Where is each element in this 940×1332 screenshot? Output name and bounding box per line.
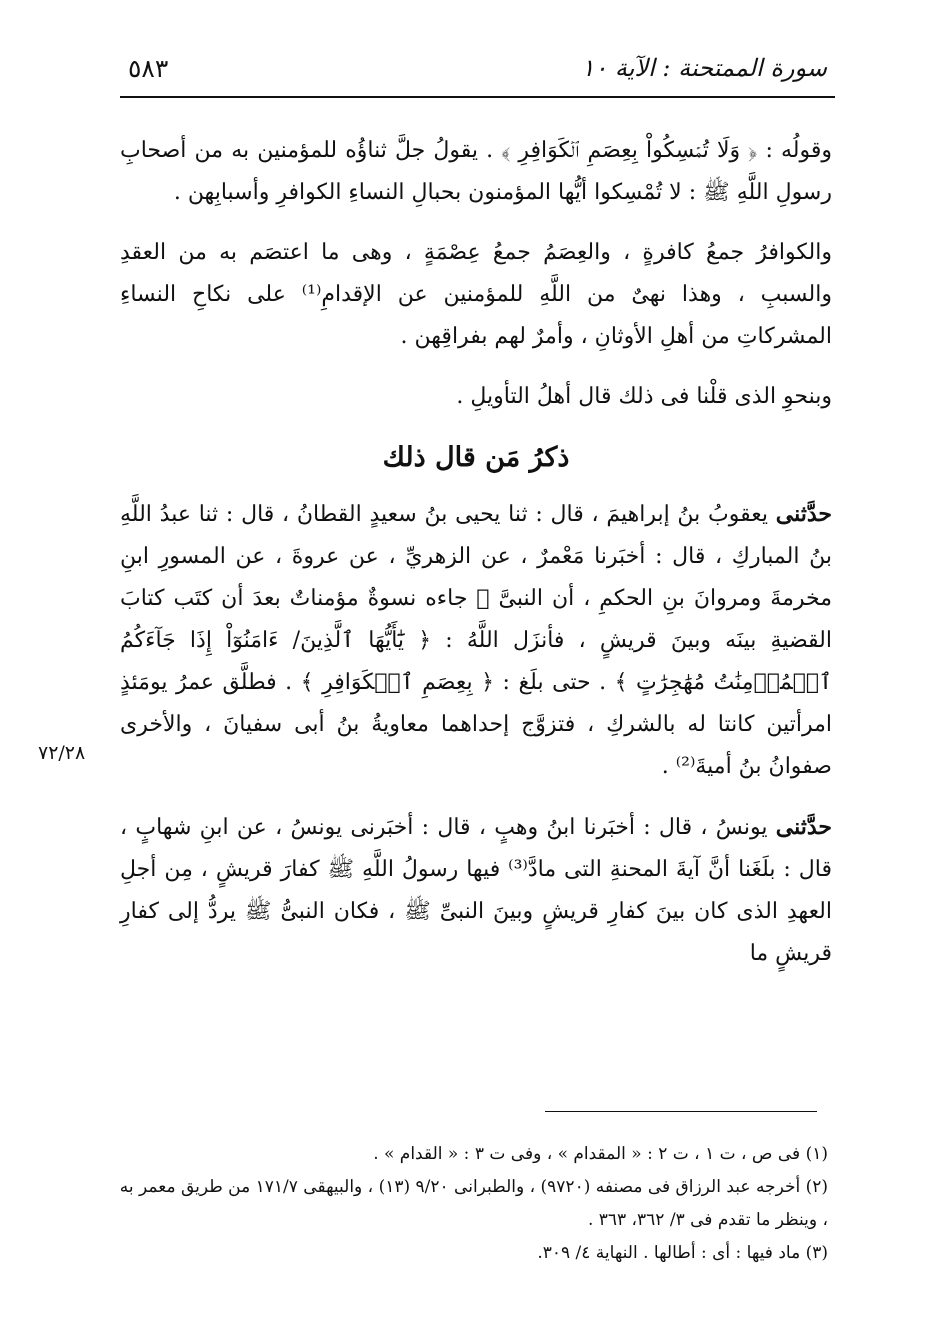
- narration-paragraph: [120, 806, 832, 975]
- paragraph-definition: والكوافرُ جمعُ كافرةٍ ، والعِصَمُ جمعُ عِصْمَةٍ ، وهى ما اعتصَم به من العقدِ والسببِ ، وهذا نهىٌ من اللَّهِ للمؤمنين عن الإقدامِ⁽¹⁾ على نكاحِ النساءِ المشركاتِ من أهلِ الأوثانِ ، وأمرٌ لهم بفراقِهن .: [120, 240, 832, 349]
- page-number: ٥٨٣: [128, 54, 169, 83]
- footnotes: [110, 1138, 828, 1270]
- footnote: (٢) أخرجه عبد الرزاق فى مصنفه (٩٧٢٠) ، والطبرانى ٩/٢٠ (١٣) ، والبيهقى ١٧١/٧ من طريق معمر به ، وينظر ما تقدم فى ٣/ ٣٦٢، ٣٦٣ .: [119, 1177, 828, 1230]
- page-header: [120, 48, 835, 92]
- paragraph-verse-commentary: وقولُه : ﴿ وَلَا تُمۡسِكُواْ بِعِصَمِ ٱلۡكَوَافِرِ ﴾ . يقولُ جلَّ ثناؤُه للمؤمنين به من أصحابِ رسولِ اللَّهِ ﷺ : لا تُمْسِكوا أيُّها المؤمنون بحبالِ النساءِ الكوافرِ وأسبابِهن .: [120, 138, 832, 205]
- section-heading: ذكرُ مَن قال ذلك: [382, 442, 570, 473]
- header-divider: [120, 96, 835, 98]
- footnote-divider: [545, 1111, 817, 1112]
- margin-reference: ٧٢/٢٨: [38, 742, 86, 764]
- narration-text: يعقوبُ بنُ إبراهيمَ ، قال : ثنا يحيى بنُ سعيدٍ القطانُ ، قال : ثنا عبدُ اللَّهِ بنُ المباركِ ، قال : أخبَرنا مَعْمرٌ ، عن الزهريِّ ، عن عروةَ ، عن المسورِ ابنِ مخرمةَ ومروانَ بنِ الحكمِ ، أن النبىَّ ﷺ جاءه نسوةٌ مؤمناتٌ بعدَ أن كتَب كتابَ القضيةِ بينَه وبينَ قريشٍ ، فأنزَل اللَّهُ : ﴿ يَٰٓأَيُّهَا ٱلَّذِينَ/ ءَامَنُوٓاْ إِذَا جَآءَكُمُ ٱلۡمُؤۡمِنَٰتُ مُهَٰجِرَٰتٍ ﴾ . حتى بلَغ : ﴿ بِعِصَمِ ٱلۡكَوَافِرِ ﴾ . فطلَّق عمرُ يومَئذٍ امرأتين كانتا له بالشركِ ، فتزوَّج إحداهما معاويةُ بنُ أبى سفيانَ ، والأخرى صفوانُ بنُ أميةَ⁽²⁾ .: [120, 502, 832, 779]
- main-text: [120, 130, 832, 993]
- narration-lead-word: حدَّثنى: [775, 501, 832, 527]
- narration-text: يونسُ ، قال : أخبَرنا ابنُ وهبٍ ، قال : أخبَرنى يونسُ ، عن ابنِ شهابٍ ، قال : بلَغَنا أنَّ آيةَ المحنةِ التى مادَّ⁽³⁾ فيها رسولُ اللَّهِ ﷺ كفارَ قريشٍ ، مِن أجلِ العهدِ الذى كان بينَ كفارِ قريشٍ وبينَ النبىِّ ﷺ ، فكان النبىُّ ﷺ يردُّ إلى كفارِ قريشٍ ما: [120, 815, 832, 966]
- running-title: سورة الممتحنة : الآية ١٠: [581, 54, 827, 82]
- narration-lead-word: حدَّثنى: [775, 814, 832, 840]
- narration-paragraph: [120, 493, 832, 788]
- footnote: (٣) ماد فيها : أى : أطالها . النهاية ٤/ ٣٠٩.: [537, 1243, 828, 1263]
- footnote: (١) فى ص ، ت ١ ، ت ٢ : « المقدام » ، وفى ت ٣ : « القدام » .: [373, 1144, 828, 1164]
- paragraph-transition: وبنحوِ الذى قلْنا فى ذلك قال أهلُ التأويلِ .: [456, 384, 832, 409]
